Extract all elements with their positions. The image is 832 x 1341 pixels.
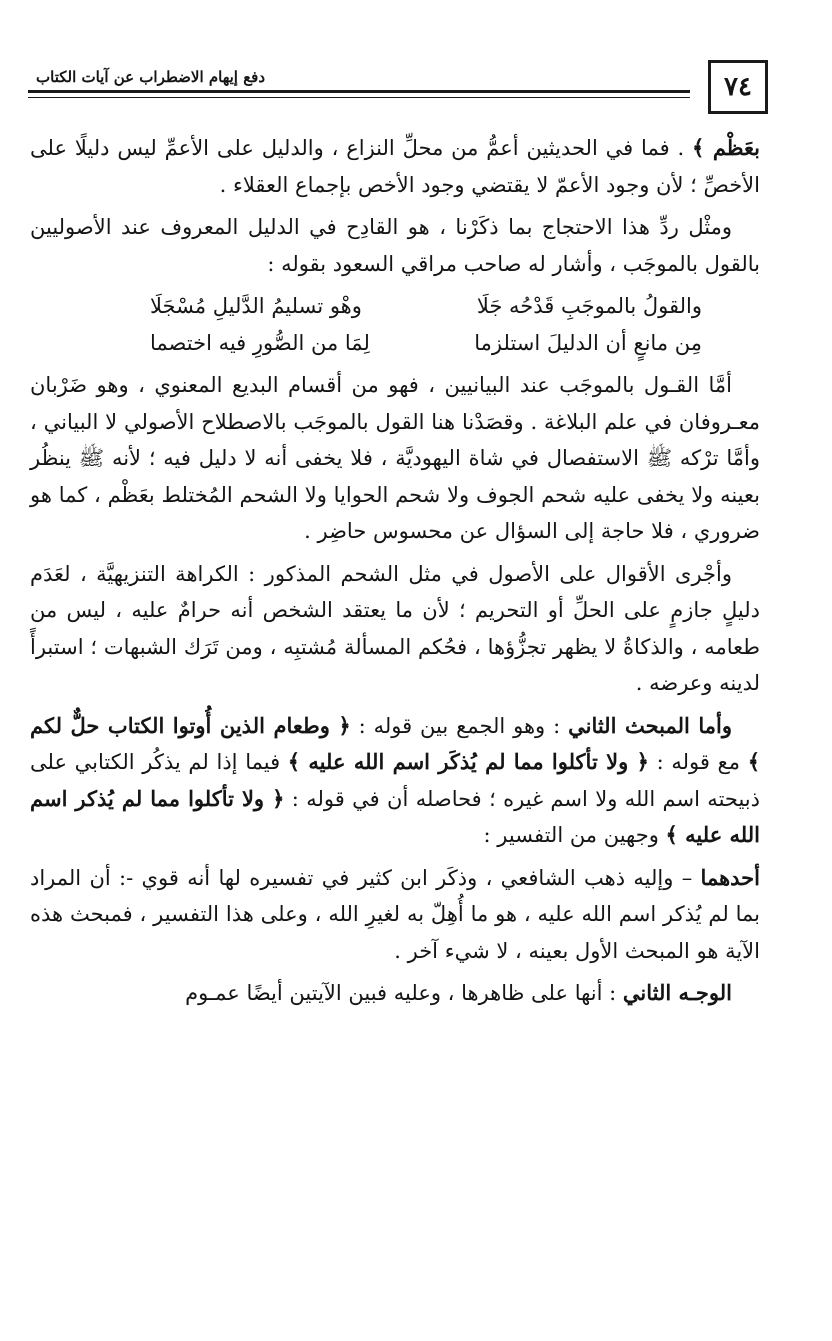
- poem-hemistich-right: مِن مانعٍ أن الدليلَ استلزما: [474, 330, 702, 355]
- quran-verse: بعَظْم ﴾: [692, 135, 760, 160]
- page-header: [28, 60, 768, 120]
- quran-verse: ﴿ ولا تأكلوا مما لم يُذكَر اسم الله عليه ﴾: [287, 749, 649, 774]
- section-heading: الوجـه الثاني: [622, 980, 732, 1005]
- text-run: – وإليه ذهب الشافعي ، وذكَر ابن كثير في تفسيره لها أنه قوي -: أن المراد بما لم يُذكر اسم الله عليه ، هو ما أُهِلّ به لغيرِ الله ، وعلى هذا التفسير ، فمبحث هذه الآية هو المبحث الأول بعينه ، لا شيء آخر .: [30, 865, 760, 963]
- poem-line: [30, 325, 760, 362]
- text-run: : وهو الجمع بين قوله :: [350, 713, 569, 738]
- text-run: وأجْرى الأقوال على الأصول في مثل الشحم المذكور : الكراهة التنزيهيَّة ، لعَدَم دليلٍ جازمٍ على الحلِّ أو التحريم ؛ لأن ما يعتقد الشخص أنه حرامٌ عليه ، ليس من طعامه ، والذكاةُ لا يظهر تجزُّؤها ، فحُكم المسألة مُشتبِه ، ومن تَرَك الشبهات ؛ استبرأً لدينه وعرضه .: [30, 561, 760, 695]
- quran-verse: ﴿ ولا تأكلوا مما لم يُذكر اسم الله عليه ﴾: [30, 785, 760, 847]
- text-run: مع قوله :: [648, 750, 748, 774]
- running-title: دفع إيهام الاضطراب عن آيات الكتاب: [36, 68, 266, 86]
- header-rule-thin: [28, 97, 690, 98]
- paragraph: [30, 556, 760, 702]
- text-run: فيما إذا لم يذكُر الكتابي على ذبيحته اسم الله ولا اسم غيره ؛ فحاصله أن في قوله :: [30, 750, 760, 811]
- poem-block: [30, 288, 760, 361]
- section-heading: وأما المبحث الثاني: [568, 712, 732, 738]
- poem-hemistich-right: والقولُ بالموجَبِ قَدْحُه جَلَا: [476, 294, 702, 318]
- paragraph: [30, 130, 760, 203]
- poem-hemistich-left: لِمَا من الصُّورِ فيه اختصما: [150, 330, 370, 355]
- text-run: أمَّا القـول بالموجَب عند البيانيين ، فهو من أقسام البديع المعنوي ، وهو ضَرْبان معـروفان في علم البلاغة . وقصَدْنا هنا القول بالموجَب بالاصطلاح الأصولي لا البياني ، وأمَّا ترْكه ﷺ الاستفصال في شاة اليهوديَّة ، فلا يخفى أنه لا دليل فيه ؛ لأنه ﷺ ينظُر بعينه ولا يخفى عليه شحم الجوف ولا شحم الحوايا ولا الشحم المُختلط بعَظْم ، كما هو ضروري ، فلا حاجة إلى السؤال عن محسوس حاضِر .: [30, 373, 760, 543]
- quran-verse: ﴿ وطعام الذين أُوتوا الكتاب حلٌّ لكم ﴾: [30, 712, 760, 774]
- header-rule-thick: [28, 90, 690, 93]
- page-body: [30, 130, 760, 1018]
- text-run: ومثْل ردِّ هذا الاحتجاج بما ذكَرْنا ، هو القادِح في الدليل المعروف عند الأصوليين بالقول بالموجَب ، وأشار له صاحب مراقي السعود بقوله :: [30, 215, 760, 276]
- paragraph: [30, 860, 760, 970]
- text-run: . فما في الحديثين أعمُّ من محلِّ النزاع ، والدليل على الأعمِّ ليس دليلًا على الأخصِّ ؛ لأن وجود الأعمّ لا يقتضي وجود الأخص بإجماع العقلاء .: [30, 136, 760, 197]
- text-run: : أنها على ظاهرها ، وعليه فبين الآيتين أيضًا عمـوم: [185, 981, 623, 1005]
- paragraph: [30, 209, 760, 282]
- paragraph: [30, 708, 760, 854]
- section-heading: أحدهما: [700, 864, 760, 890]
- page-number: ٧٤: [708, 60, 768, 114]
- poem-hemistich-left: وهْو تسليمُ الدَّليلِ مُسْجَلَا: [150, 294, 362, 318]
- poem-line: [30, 288, 760, 325]
- paragraph: [30, 367, 760, 550]
- paragraph: [30, 975, 760, 1012]
- text-run: وجهين من التفسير :: [483, 823, 666, 847]
